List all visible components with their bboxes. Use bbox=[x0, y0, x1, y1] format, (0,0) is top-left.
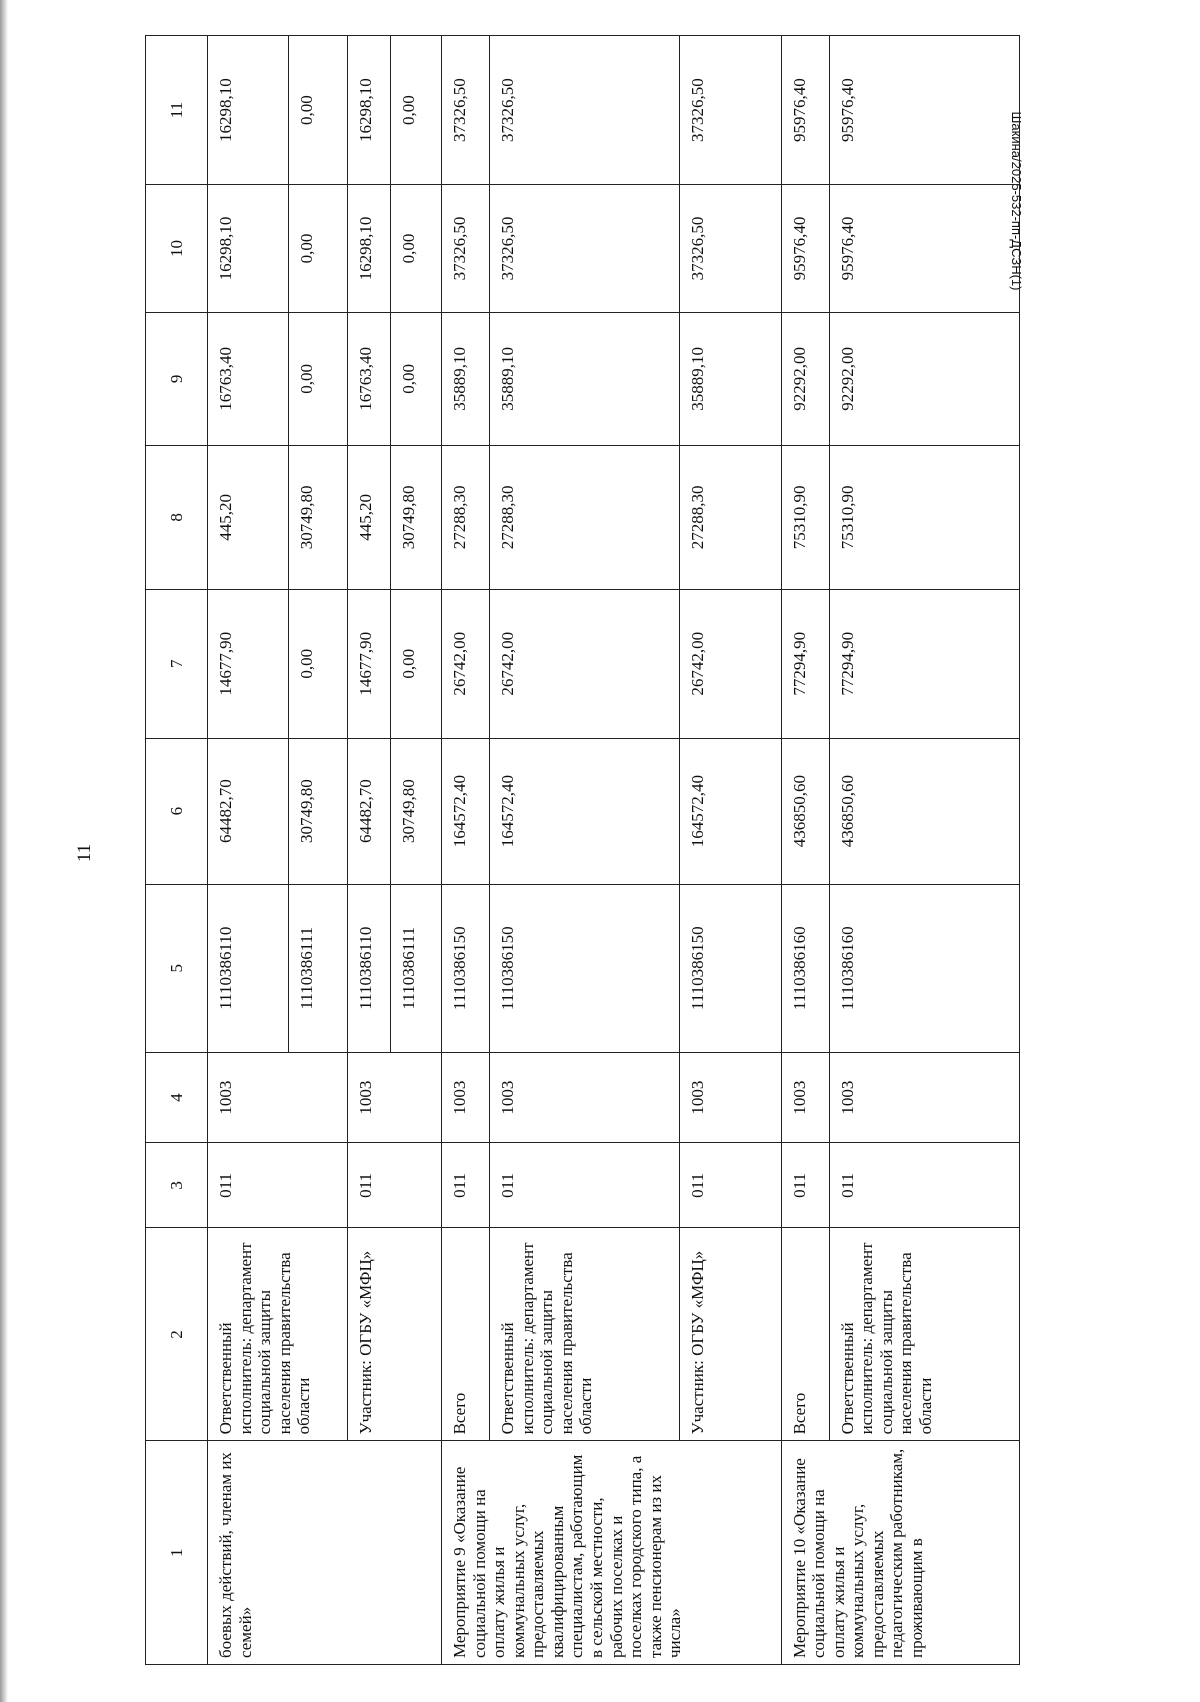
amount-cell-y2025: 0,00 bbox=[391, 589, 442, 738]
grbs-cell: 011 bbox=[781, 1143, 829, 1228]
amount-cell-y2025: 14677,90 bbox=[348, 589, 391, 738]
grbs-cell: 011 bbox=[348, 1143, 442, 1228]
ksr-cell: 1110386111 bbox=[391, 884, 442, 1052]
ksr-cell: 1110386150 bbox=[490, 884, 680, 1052]
rzpr-cell: 1003 bbox=[442, 1052, 490, 1143]
amount-cell-y2027: 35889,10 bbox=[442, 312, 490, 445]
amount-cell-y2029: 37326,50 bbox=[680, 36, 781, 185]
measure-name-cell: Мероприятие 10 «Оказание социальной помощи на оплату жилья и коммунальных услуг, предоставляемых педагогическим работникам, проживающим в bbox=[781, 1441, 1019, 1665]
table-row bbox=[829, 36, 1019, 1665]
column-header: 11 bbox=[146, 36, 208, 185]
amount-cell-y2026: 27288,30 bbox=[442, 445, 490, 589]
grbs-cell: 011 bbox=[829, 1143, 1019, 1228]
table-header-row bbox=[146, 36, 208, 1665]
column-header: 1 bbox=[146, 1441, 208, 1665]
amount-cell-y2027: 35889,10 bbox=[490, 312, 680, 445]
amount-cell-total: 164572,40 bbox=[490, 738, 680, 884]
amount-cell-y2026: 27288,30 bbox=[490, 445, 680, 589]
grbs-cell: 011 bbox=[490, 1143, 680, 1228]
rzpr-cell: 1003 bbox=[680, 1052, 781, 1143]
executor-cell: Ответственный исполнитель: департамент социальной защиты населения правительства области bbox=[829, 1228, 1019, 1441]
executor-cell: Участник: ОГБУ «МФЦ» bbox=[680, 1228, 781, 1441]
ksr-cell: 1110386110 bbox=[208, 884, 289, 1052]
amount-cell-y2029: 16298,10 bbox=[348, 36, 391, 185]
measure-name-cell: боевых действий, членам их семей» bbox=[208, 1441, 442, 1665]
amount-cell-y2025: 26742,00 bbox=[680, 589, 781, 738]
amount-cell-y2025: 26742,00 bbox=[442, 589, 490, 738]
grbs-cell: 011 bbox=[680, 1143, 781, 1228]
amount-cell-total: 164572,40 bbox=[442, 738, 490, 884]
amount-cell-y2027: 16763,40 bbox=[208, 312, 289, 445]
ksr-cell: 1110386150 bbox=[680, 884, 781, 1052]
amount-cell-y2027: 0,00 bbox=[391, 312, 442, 445]
column-header: 8 bbox=[146, 445, 208, 589]
executor-cell: Участник: ОГБУ «МФЦ» bbox=[348, 1228, 442, 1441]
table-row bbox=[208, 36, 289, 1665]
amount-cell-y2028: 0,00 bbox=[391, 185, 442, 313]
amount-cell-total: 64482,70 bbox=[208, 738, 289, 884]
amount-cell-y2028: 37326,50 bbox=[680, 185, 781, 313]
grbs-cell: 011 bbox=[442, 1143, 490, 1228]
amount-cell-y2025: 0,00 bbox=[288, 589, 348, 738]
grbs-cell: 011 bbox=[208, 1143, 348, 1228]
amount-cell-y2026: 27288,30 bbox=[680, 445, 781, 589]
rzpr-cell: 1003 bbox=[829, 1052, 1019, 1143]
amount-cell-y2026: 30749,80 bbox=[391, 445, 442, 589]
column-header: 5 bbox=[146, 884, 208, 1052]
budget-table bbox=[145, 35, 1020, 1665]
amount-cell-y2028: 16298,10 bbox=[348, 185, 391, 313]
rzpr-cell: 1003 bbox=[208, 1052, 348, 1143]
executor-cell: Всего bbox=[781, 1228, 829, 1441]
amount-cell-y2025: 14677,90 bbox=[208, 589, 289, 738]
rzpr-cell: 1003 bbox=[490, 1052, 680, 1143]
amount-cell-y2027: 35889,10 bbox=[680, 312, 781, 445]
amount-cell-y2029: 37326,50 bbox=[442, 36, 490, 185]
table-row bbox=[781, 36, 829, 1665]
amount-cell-y2027: 92292,00 bbox=[781, 312, 829, 445]
amount-cell-total: 436850,60 bbox=[829, 738, 1019, 884]
column-header: 9 bbox=[146, 312, 208, 445]
amount-cell-y2026: 75310,90 bbox=[829, 445, 1019, 589]
amount-cell-y2025: 26742,00 bbox=[490, 589, 680, 738]
amount-cell-y2029: 95976,40 bbox=[829, 36, 1019, 185]
amount-cell-total: 436850,60 bbox=[781, 738, 829, 884]
column-header: 3 bbox=[146, 1143, 208, 1228]
page-number: 11 bbox=[74, 843, 95, 863]
rzpr-cell: 1003 bbox=[348, 1052, 442, 1143]
column-header: 2 bbox=[146, 1228, 208, 1441]
executor-cell: Ответственный исполнитель: департамент социальной защиты населения правительства области bbox=[490, 1228, 680, 1441]
amount-cell-total: 30749,80 bbox=[391, 738, 442, 884]
amount-cell-y2027: 92292,00 bbox=[829, 312, 1019, 445]
amount-cell-total: 64482,70 bbox=[348, 738, 391, 884]
amount-cell-total: 164572,40 bbox=[680, 738, 781, 884]
column-header: 6 bbox=[146, 738, 208, 884]
amount-cell-y2025: 77294,90 bbox=[829, 589, 1019, 738]
amount-cell-y2026: 445,20 bbox=[208, 445, 289, 589]
amount-cell-y2026: 445,20 bbox=[348, 445, 391, 589]
column-header: 7 bbox=[146, 589, 208, 738]
ksr-cell: 1110386111 bbox=[288, 884, 348, 1052]
amount-cell-y2029: 37326,50 bbox=[490, 36, 680, 185]
amount-cell-y2028: 95976,40 bbox=[829, 185, 1019, 313]
amount-cell-y2028: 37326,50 bbox=[490, 185, 680, 313]
amount-cell-y2027: 0,00 bbox=[288, 312, 348, 445]
amount-cell-y2029: 95976,40 bbox=[781, 36, 829, 185]
amount-cell-y2027: 16763,40 bbox=[348, 312, 391, 445]
amount-cell-y2028: 37326,50 bbox=[442, 185, 490, 313]
amount-cell-y2029: 0,00 bbox=[288, 36, 348, 185]
amount-cell-y2028: 16298,10 bbox=[208, 185, 289, 313]
table-row bbox=[348, 36, 391, 1665]
ksr-cell: 1110386160 bbox=[781, 884, 829, 1052]
ksr-cell: 1110386110 bbox=[348, 884, 391, 1052]
amount-cell-y2025: 77294,90 bbox=[781, 589, 829, 738]
column-header: 4 bbox=[146, 1052, 208, 1143]
amount-cell-y2029: 16298,10 bbox=[208, 36, 289, 185]
table-row bbox=[490, 36, 680, 1665]
executor-cell: Ответственный исполнитель: департамент социальной защиты населения правительства области bbox=[208, 1228, 348, 1441]
ksr-cell: 1110386150 bbox=[442, 884, 490, 1052]
ksr-cell: 1110386160 bbox=[829, 884, 1019, 1052]
table-row bbox=[680, 36, 781, 1665]
executor-cell: Всего bbox=[442, 1228, 490, 1441]
amount-cell-y2028: 0,00 bbox=[288, 185, 348, 313]
amount-cell-y2029: 0,00 bbox=[391, 36, 442, 185]
scan-edge bbox=[0, 0, 8, 1702]
amount-cell-y2028: 95976,40 bbox=[781, 185, 829, 313]
document-code: Шакина/2025-532-пп-ДСЗН(1) bbox=[1009, 111, 1024, 291]
measure-name-cell: Мероприятие 9 «Оказание социальной помощи на оплату жилья и коммунальных услуг, предоставляемых квалифицированным специалистам, работающим в сельской местности, рабочих поселках и поселках городского типа, а также пенсионерам из их числа» bbox=[442, 1441, 782, 1665]
rzpr-cell: 1003 bbox=[781, 1052, 829, 1143]
column-header: 10 bbox=[146, 185, 208, 313]
amount-cell-y2026: 30749,80 bbox=[288, 445, 348, 589]
amount-cell-total: 30749,80 bbox=[288, 738, 348, 884]
amount-cell-y2026: 75310,90 bbox=[781, 445, 829, 589]
table-row bbox=[442, 36, 490, 1665]
